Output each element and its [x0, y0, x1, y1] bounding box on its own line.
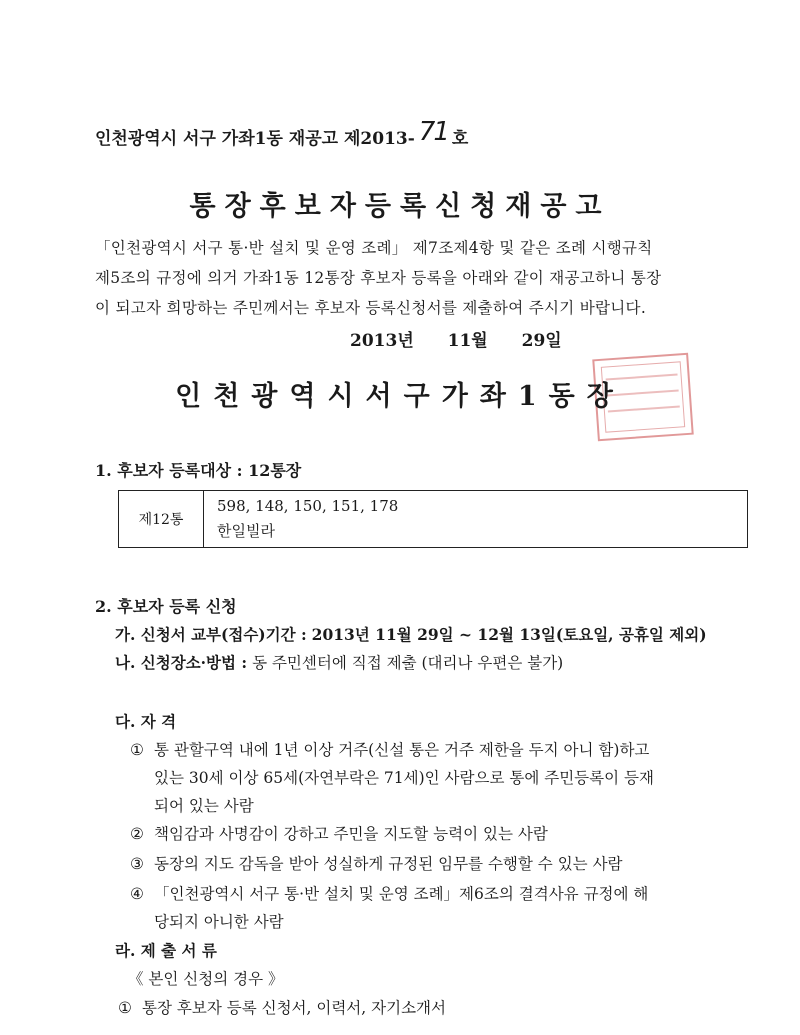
place-value: 동 주민센터에 직접 제출 (대리나 우편은 불가) — [252, 654, 564, 672]
issuer-name: 인천광역시서구가좌1동장 — [175, 381, 625, 412]
period-row — [115, 623, 707, 645]
qualification-line: 동장의 지도 감독을 받아 성실하게 규정된 임무를 수행할 수 있는 사람 — [154, 855, 623, 873]
notice-prefix: 인천광역시 서구 가좌1동 재공고 제2013- — [95, 129, 415, 149]
documents-item-1 — [118, 996, 446, 1018]
period-value: 2013년 11월 29일 ~ 12월 13일(토요일, 공휴일 제외) — [311, 625, 707, 644]
notice-suffix: 호 — [451, 129, 469, 149]
notice-date: 2013년 11월 29일 — [350, 331, 562, 351]
documents-item-text: 통장 후보자 등록 신청서, 이력서, 자기소개서 — [142, 999, 447, 1017]
intro-line-2: 제5조의 규정에 의거 가좌1동 12통장 후보자 등록을 아래와 같이 재공고하니 통장 — [95, 269, 662, 287]
table-value-villa: 한일빌라 — [217, 522, 275, 540]
qualification-number: ④ — [130, 885, 144, 903]
qualification-line: 책임감과 사명감이 강하고 주민을 지도할 능력이 있는 사람 — [154, 825, 548, 843]
qualification-heading: 다. 자 격 — [115, 712, 177, 731]
intro-line-1: 「인천광역시 서구 통·반 설치 및 운영 조례」 제7조제4항 및 같은 조례 시행규칙 — [95, 239, 653, 257]
qualification-1-line-3: 되어 있는 사람 — [154, 797, 254, 815]
qualification-number: ① — [130, 741, 144, 759]
documents-item-number: ① — [118, 999, 132, 1017]
qualification-4-line-2: 당되지 아니한 사람 — [154, 913, 284, 931]
table-value-numbers: 598, 148, 150, 151, 178 — [217, 497, 399, 515]
handwritten-number: 71 — [418, 117, 448, 147]
section-2-heading: 2. 후보자 등록 신청 — [95, 597, 237, 616]
table-head-cell: 제12통 — [119, 491, 204, 547]
target-table — [118, 490, 748, 548]
document-title: 통장후보자등록신청재공고 — [189, 191, 611, 222]
place-row — [115, 651, 563, 673]
documents-case-label: 《 본인 신청의 경우 》 — [128, 970, 284, 988]
intro-line-3: 이 되고자 희망하는 주민께서는 후보자 등록신청서를 제출하여 주시기 바랍니다. — [95, 299, 647, 317]
section-1-heading: 1. 후보자 등록대상 : 12통장 — [95, 461, 302, 480]
qualification-1-line-2: 있는 30세 이상 65세(자연부락은 71세)인 사람으로 통에 주민등록이 등재 — [154, 769, 654, 787]
place-label: 나. 신청장소·방법 : — [115, 653, 248, 672]
documents-heading: 라. 제 출 서 류 — [115, 941, 217, 960]
qualification-4 — [130, 882, 648, 904]
qualification-line: 「인천광역시 서구 통·반 설치 및 운영 조례」제6조의 결격사유 규정에 해 — [154, 885, 649, 903]
qualification-2 — [130, 822, 548, 844]
qualification-number: ③ — [130, 855, 144, 873]
qualification-number: ② — [130, 825, 144, 843]
qualification-line: 통 관할구역 내에 1년 이상 거주(신설 통은 거주 제한을 두지 아니 함)하고 — [154, 741, 650, 759]
period-label: 가. 신청서 교부(접수)기간 : — [115, 625, 307, 644]
notice-number — [95, 117, 469, 151]
qualification-3 — [130, 852, 623, 874]
qualification-1 — [130, 738, 649, 760]
